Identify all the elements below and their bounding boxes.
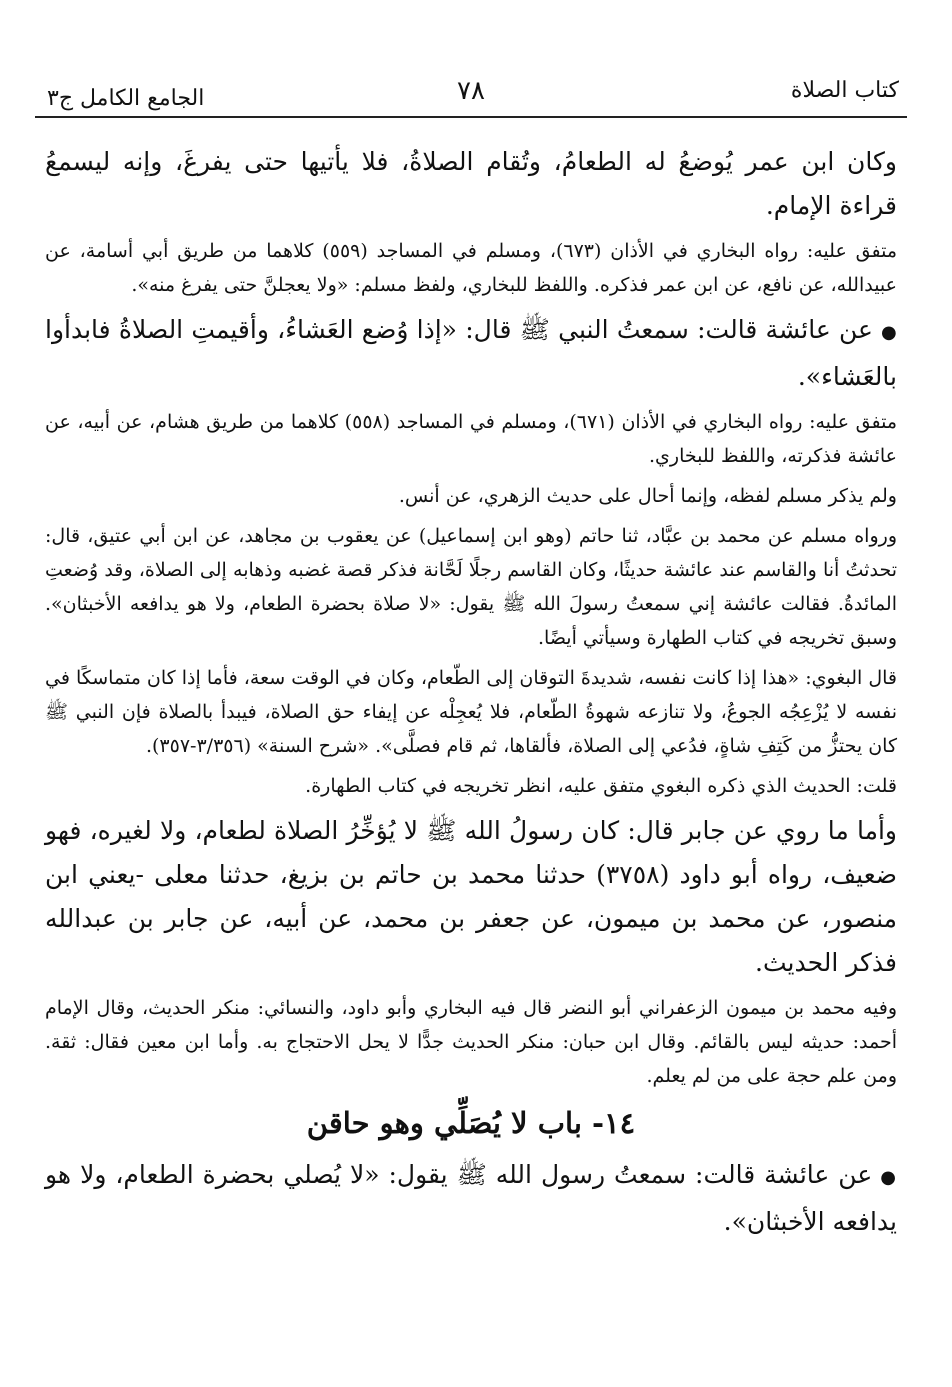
bullet-icon: ● — [880, 322, 897, 343]
running-header — [35, 76, 907, 118]
volume-title: الجامع الكامل ج٣ — [47, 86, 205, 111]
footnote-paragraph: متفق عليه: رواه البخاري في الأذان (٦٧١)، ومسلم في المساجد (٥٥٨) كلاهما من طريق هشام، عن أبيه، عن عائشة فذكرته، واللفظ للبخاري. — [45, 411, 898, 467]
footnote-paragraph: قال البغوي: «هذا إذا كانت نفسه، شديدةَ التوقان إلى الطّعام، وكان في الوقت سعة، فأما إذا كان متماسكًا في نفسه لا يُزْعِجُه الجوعُ، ولا تنازعه شهوةُ الطّعام، فلا يُعجِلْه عن إيفاء حق الصلاة، فيبدأ بالصلاة فإن النبي ﷺ كان يحتزُّ من كَتِفِ شاةٍ، فدُعي إلى الصلاة، فألقاها، ثم قام فصلَّى». «شرح السنة» (٣/٣٥٦-٣٥٧). — [45, 667, 897, 757]
bullet-icon: ● — [880, 1167, 897, 1188]
book-title: كتاب الصلاة — [790, 78, 899, 103]
footnote-paragraph: ولم يذكر مسلم لفظه، وإنما أحال على حديث الزهري، عن أنس. — [398, 485, 897, 507]
footnote-paragraph: وفيه محمد بن ميمون الزعفراني أبو النضر قال فيه البخاري وأبو داود، والنسائي: منكر الحديث، وقال الإمام أحمد: حديثه ليس بالقائم. وقال ابن حبان: منكر الحديث جدًّا لا يحل الاحتجاج به. وأما ابن معين فقال: ثقة. ومن علم حجة على من لم يعلم. — [45, 997, 897, 1087]
hadith-paragraph: ●عن عائشة قالت: سمعتُ النبي ﷺ قال: «إذا وُضع العَشاءُ، وأقيمتِ الصلاةُ فابدأوا بالعَشاء». — [45, 315, 897, 391]
chapter-heading: ١٤- باب لا يُصَلِّي وهو حاقن — [306, 1106, 636, 1140]
footnote-paragraph: ورواه مسلم عن محمد بن عبَّاد، ثنا حاتم (وهو ابن إسماعيل) عن يعقوب بن مجاهد، عن ابن أبي عتيق، قال: تحدثتُ أنا والقاسم عند عائشة حديثًا، وكان القاسم رجلًا لَحَّانة فذكر قصة غضبه وذهابه إلى الصلاة، وقد وُضعتِ المائدةُ. فقالت عائشة إني سمعتُ رسولَ الله ﷺ يقول: «لا صلاة بحضرة الطعام، ولا هو يدافعه الأخبثان». وسبق تخريجه في كتاب الطهارة وسيأتي أيضًا. — [45, 525, 897, 649]
page-number: ٧٨ — [457, 76, 485, 106]
hadith-paragraph: ●عن عائشة قالت: سمعتُ رسول الله ﷺ يقول: «لا يُصلي بحضرة الطعام، ولا هو يدافعه الأخبثان». — [45, 1160, 897, 1236]
body-paragraph: وأما ما روي عن جابر قال: كان رسولُ الله ﷺ لا يُؤخِّرُ الصلاة لطعام، ولا لغيره، فهو ضعيف، رواه أبو داود (٣٧٥٨) حدثنا محمد بن حاتم بن بزيغ، حدثنا معلى -يعني ابن منصور، عن محمد بن ميمون، عن جعفر بن محمد، عن أبيه، عن جابر بن عبدالله فذكر الحديث. — [45, 816, 897, 977]
footnote-paragraph: قلت: الحديث الذي ذكره البغوي متفق عليه، انظر تخريجه في كتاب الطهارة. — [305, 775, 897, 797]
body-paragraph: وكان ابن عمر يُوضعُ له الطعامُ، وتُقام الصلاةُ، فلا يأتيها حتى يفرغَ، وإنه ليسمعُ قراءة الإمام. — [45, 147, 897, 220]
page-body — [45, 140, 897, 1250]
footnote-paragraph: متفق عليه: رواه البخاري في الأذان (٦٧٣)، ومسلم في المساجد (٥٥٩) كلاهما من طريق أبي أسامة، عن عبيدالله، عن نافع، عن ابن عمر فذكره. واللفظ للبخاري، ولفظ مسلم: «ولا يعجلنَّ حتى يفرغ منه». — [45, 240, 897, 296]
